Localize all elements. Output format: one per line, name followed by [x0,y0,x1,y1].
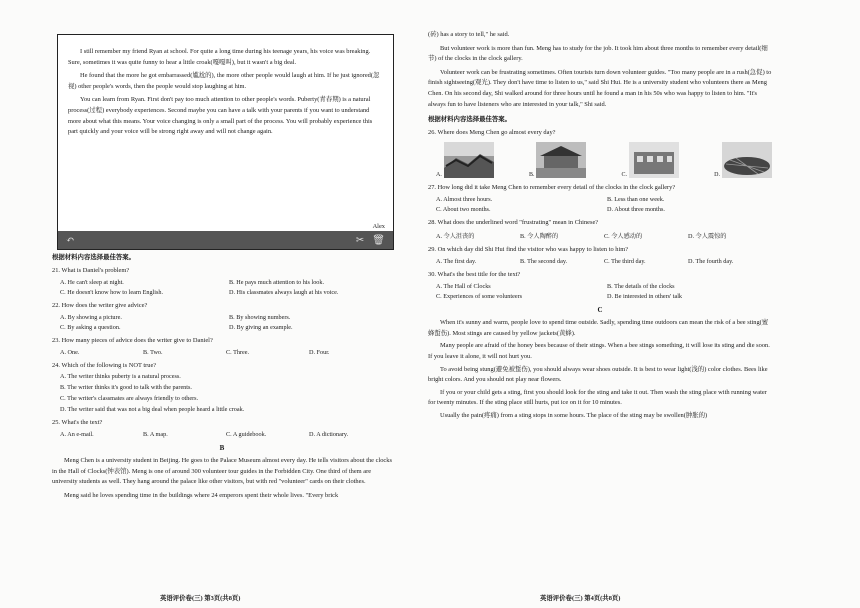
passage-paragraph: (砖) has a story to tell," he said. [428,31,510,38]
passage-paragraph: Meng Chen is a university student in Beijing. He goes to the Palace Museum almost every day. He tells visitors about the clocks in the Hall of Clocks(钟表馆). Meng is one of around 300 volunteer tour guides in the Forbidden City. One third of them are university students as well. They hang around the palace like other visitors, but with red "volunteer" cards on their clothes. [52,457,392,486]
option[interactable]: D. Be interested in others' talk [607,293,683,301]
option-label: A. [436,172,442,179]
question-options [52,431,392,438]
image-options [428,142,772,178]
option-label: C. [621,172,628,179]
palace-museum-photo [536,142,586,178]
letter-paragraph: You can learn from Ryan. First don't pay too much attention to other people's words. Puberty(青春期) is a natural process(过程) everybody experiences. Second maybe you can have a talk with your parents if you want to understand more about what this means. Your voice changing is only a small part of the process. You will probably experience this part quickly and your voice will be strong right away and will not change again. [68,96,373,136]
question-stem: 21. What is Daniel's problem? [52,267,130,274]
option[interactable]: D. The fourth day. [688,258,734,266]
question-options [428,283,772,300]
option[interactable]: B. The writer thinks it's good to talk with the parents. [60,384,192,391]
letter-toolbar [58,231,393,249]
question-stem: 23. How many pieces of advice does the writer give to Daniel? [52,337,213,344]
option[interactable]: B. The details of the clocks [607,283,675,291]
option[interactable]: C. A guidebook. [226,431,267,438]
option[interactable]: C. The writer's classmates are always friendly to others. [60,395,199,402]
option[interactable]: C. Three. [226,349,250,356]
image-option-b[interactable] [529,142,587,178]
option[interactable]: B. He pays much attention to his look. [229,279,325,286]
option[interactable]: A. 令人沮丧的 [436,233,475,241]
image-option-c[interactable] [622,142,680,178]
option[interactable]: B. Two. [143,349,163,356]
option[interactable]: D. About three months. [607,206,665,214]
image-option-a[interactable] [436,142,494,178]
option[interactable]: D. Four. [309,349,330,356]
question-stem: 24. Which of the following is NOT true? [52,362,157,369]
right-column [428,30,772,422]
option[interactable]: A. The Hall of Clocks [436,283,491,291]
option[interactable]: C. Experiences of some volunteers [436,293,523,301]
undo-arrow-icon[interactable]: ↶ [66,234,75,246]
question-stem: 30. What's the best title for the text? [428,271,521,279]
question-options [428,196,772,213]
question-stem: 25. What's the text? [52,419,103,426]
section-heading: B [219,444,225,452]
option-label: B. [528,172,535,179]
letter-paragraph: He found that the more he got embarrassed(尴尬的), the more other people would laugh at him. If he just ignored(忽视) other people's words, then the people would stop laughing at him. [68,72,380,90]
option[interactable]: B. A map. [143,431,168,438]
letter-screen [57,34,394,250]
passage-paragraph: When it's sunny and warm, people love to spend time outside. Sadly, spending time outdoors can mean the risk of a bee sting(蜜蜂蜇伤). Most stings are caused by yellow jackets(黄蜂). [428,319,769,337]
option[interactable]: D. His classmates always laugh at his voice. [229,289,339,296]
letter-paragraph: I still remember my friend Ryan at school. For quite a long time during his teenage years, his voice was breaking. Sure, sometimes it was quite funny to hear a little croak(嘎嘎叫), but it wasn't a big deal. [68,48,371,66]
option-label: D. [714,172,720,179]
question-stem: 27. How long did it take Meng Chen to remember every detail of the clocks in the clock gallery? [428,184,676,192]
option[interactable]: C. He doesn't know how to learn English. [60,289,164,296]
section-heading: C [597,306,603,315]
trash-icon[interactable]: 🗑 [372,234,385,246]
option[interactable]: C. About two months. [436,206,491,214]
option[interactable]: C. By asking a question. [60,324,121,331]
option[interactable]: D. A dictionary. [309,431,349,438]
question-stem: 26. Where does Meng Chen go almost every day? [428,129,556,137]
question-options [52,279,392,296]
letter-body [68,47,383,141]
question-options [52,373,392,413]
great-wall-photo [444,142,494,178]
question-options [52,314,392,331]
option[interactable]: B. By showing numbers. [229,314,291,321]
option[interactable]: B. Less than one week. [607,196,665,204]
question-stem: 28. What does the underlined word "frustrating" mean in Chinese? [428,219,599,227]
passage-paragraph: Many people are afraid of the honey bees because of their stings. When a bee stings something, it will lose its sting and die soon. If you leave it alone, it will not hurt you. [428,342,770,360]
option[interactable]: A. By showing a picture. [60,314,122,321]
paperclip-icon[interactable]: ✂ [355,234,365,246]
question-stem: 29. On which day did Shi Hui find the visitor who was happy to listen to him? [428,246,629,254]
passage-paragraph: Usually the pain(疼痛) from a sting stops in some hours. The place of the sting may be swollen(肿胀的) [440,411,708,419]
question-stem: 22. How does the writer give advice? [52,302,148,309]
question-options [52,349,392,356]
option[interactable]: D. 令人震惊的 [688,233,727,241]
option[interactable]: A. An e-mail. [60,431,94,438]
option[interactable]: A. One. [60,349,80,356]
birds-nest-stadium-photo [722,142,772,178]
option[interactable]: A. The first day. [436,258,477,266]
option[interactable]: A. Almost three hours. [436,196,493,204]
option[interactable]: D. The writer said that was not a big deal when people heard a little croak. [60,406,245,413]
passage-paragraph: But volunteer work is more than fun. Meng has to study for the job. It took him about three months to remember every detail(细节) of the clocks in the clock gallery. [428,44,768,63]
option[interactable]: C. The third day. [604,258,646,266]
option[interactable]: B. The second day. [520,258,568,266]
passage-paragraph: To avoid being stung(避免被蜇伤), you should always wear shoes outside. It is best to wear light(浅的) color clothes. Bees like bright colors. And you should not play near flowers. [428,365,768,384]
image-option-d[interactable] [714,142,772,178]
option[interactable]: A. He can't sleep at night. [60,279,124,286]
passage-paragraph: If you or your child gets a sting, first you should look for the sting and take it out. Then wash the sting place with running water for twenty minutes. If the sting place still hurts, put ice on it for 10 minutes. [428,388,767,407]
page-footer: 英语评价卷(三) 第4页(共8页) [540,595,621,602]
instruction: 根据材料内容选择最佳答案。 [428,116,512,124]
passage-paragraph: Meng said he loves spending time in the buildings where 24 emperors spent their whole lives. "Every brick [64,491,339,499]
passage-paragraph: Volunteer work can be frustrating sometimes. Often tourists turn down volunteer guides. "Too many people are in a rush(急促) to finish sightseeing(观光). They don't have time to listen to us," said Shi Hui. He is a university student who volunteers there as Meng Chen. On his second day, Shi walked around for three hours until he found a man in his 50s who was happy to listen to him. "It's always fun to have listeners who are interested in your talk," Shi said. [428,68,772,108]
letter-signature: Alex [372,223,385,230]
left-questions [52,252,392,501]
building-photo [629,142,679,178]
option[interactable]: D. By giving an example. [229,324,293,331]
option[interactable]: B. 令人陶醉的 [520,233,559,241]
option[interactable]: A. The writer thinks puberty is a natural process. [60,373,181,380]
instruction: 根据材料内容选择最佳答案。 [52,254,136,261]
option[interactable]: C. 令人感动的 [604,233,643,241]
question-options [428,231,772,240]
question-options [428,258,772,265]
page-footer: 英语评价卷(三) 第3页(共8页) [160,595,241,602]
